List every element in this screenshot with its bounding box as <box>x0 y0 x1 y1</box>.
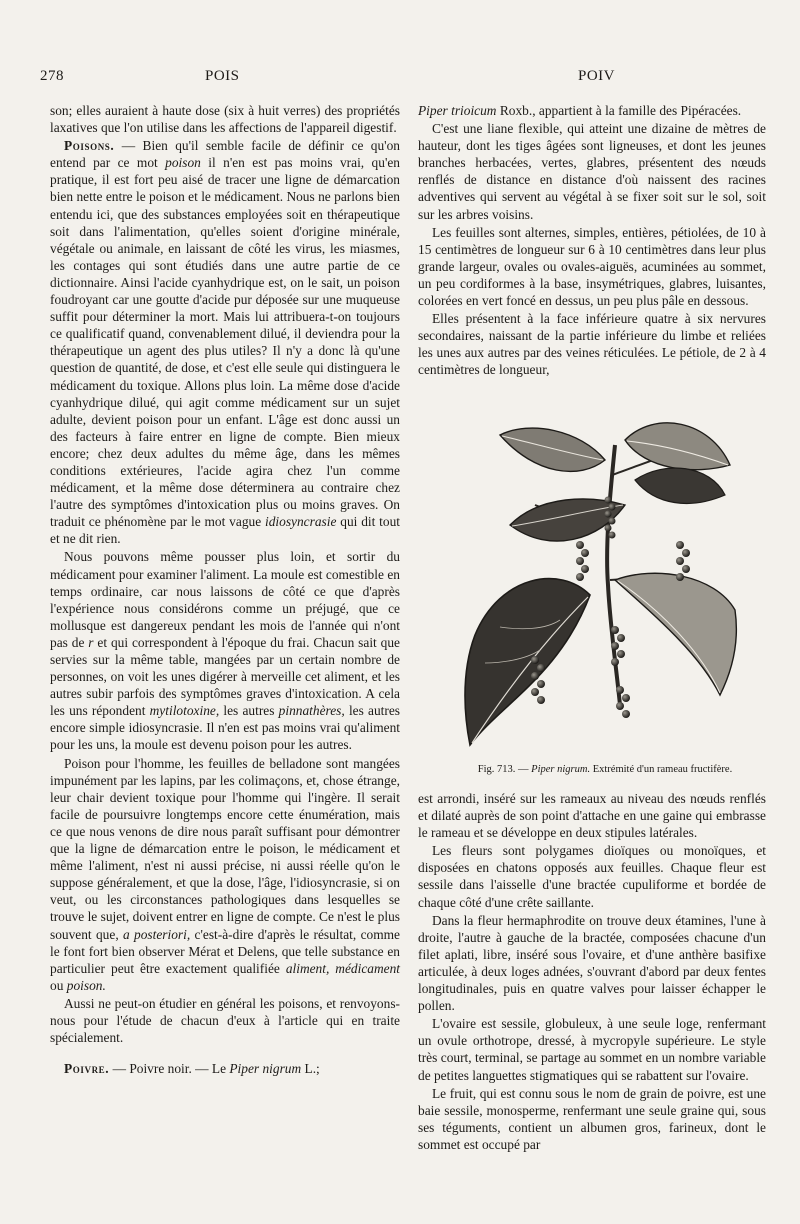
paragraph-ovaire: L'ovaire est sessile, globuleux, à une seule loge, renfermant un ovule orthotrope, dressé, à mycropyle supérieure. Le style très court, terminal, se partage au sommet en un nombre variable de petites languettes stigmatiques qui se rabattent sur l'ovaire. <box>418 1016 766 1083</box>
entry-poisons: Poisons. — Bien qu'il semble facile de définir ce qu'on entend par ce mot poison il n'en est pas moins vrai, qu'en pratique, il est fort peu aisé de tracer une ligne de démarcation bien nette entre le poison et le médicament. Nous ne parlons bien entendu ici, que des substances employées soit en thérapeutique soit dans l'alimentation, qu'elles soient d'origine minérale, végétale ou animale, en laissant de côté les virus, les miasmes, les contages qui sont étudiés dans une autre partie de ce dictionnaire. Ainsi l'acide cyanhydrique est, on le sait, un poison foudroyant car une goutte d'acide pur déposée sur une muqueuse suffit pour déterminer la mort. Mais lui attribuera-t-on toujours ce qualificatif quand, convenablement dilué, il deviendra pour la thérapeutique un agent des plus utiles? Il n'y a donc là qu'une question de quantité, de dose, et c'est elle seule qui distinguera le médicament du toxique. Allons plus loin. La même dose d'acide cyanhydrique dilué, qui agit comme médicament sur un sujet adulte, devient poison pour un enfant. L'âge est donc aussi un des facteurs à faire entrer en ligne de compte. Bien mieux encore; chez deux adultes du même âge, dans les mêmes conditions extérieures, l'acide agira chez l'un comme médicament, et la même dose déterminera au contraire chez l'autre des symptômes d'intoxication plus ou moins graves. On traduit ce phénomène par le mot vague idiosyncrasie qui dit tout et ne dit rien. <box>50 138 400 547</box>
paragraph-moule: Nous pouvons même pousser plus loin, et sortir du médicament pour examiner l'aliment. La moule est comestible en temps ordinaire, car nous laissons de côté ce que d'après l'expérience nous considérons comme un préjugé, que ce mollusque est dangereux pendant les mois de l'année qui n'ont pas de r et qui correspondent à l'époque du frai. Chacun sait que servies sur la même table, mangées par un certain nombre de personnes, on voit les unes digérer à merveille cet aliment, et les autres subir parfois des symptômes graves d'intoxication. A cela les uns répondent mytilotoxine, les autres pinnathères, les autres encore simple idiosyncrasie. Il n'en est pas moins vrai qu'aliment pour les uns, la moule est devenu poison pour les autres. <box>50 549 400 753</box>
paragraph-aussi: Aussi ne peut-on étudier en général les poisons, et renvoyons-nous pour l'étude de chacun d'eux à l'article qui en traite spécialement. <box>50 995 400 1046</box>
paragraph-fleurs: Les fleurs sont polygames dioïques ou monoïques, et disposées en chatons opposés aux feuilles. Chaque fleur est sessile dans l'aisselle d'une bractée cupuliforme et bordée de chaque côté d'une crête saillante. <box>418 843 766 910</box>
right-running-head: POIV <box>578 68 616 84</box>
left-running-head: POIS <box>205 68 240 84</box>
paragraph-continuation: son; elles auraient à haute dose (six à huit verres) des propriétés laxatives que l'on utilise dans les affections de l'appareil digestif. <box>50 103 400 136</box>
page-number: 278 <box>40 68 64 84</box>
entry-poivre: Poivre. — Poivre noir. — Le Piper nigrum L.; <box>64 1061 320 1077</box>
paragraph-feuilles: Les feuilles sont alternes, simples, entières, pétiolées, de 10 à 15 centimètres de longueur sur 6 à 10 centimètres dans leur plus grande largeur, ovales ou ovales-aiguës, acuminées au sommet, un peu cordiformes à la base, insymétriques, glabres, luisantes, colorées en vert foncé en dessus, un peu plus pâle en dessous. <box>418 224 766 309</box>
left-column <box>50 102 400 1078</box>
paragraph-belladone: Poison pour l'homme, les feuilles de belladone sont mangées impunément par les lapins, par les colimaçons, et, chose étrange, leur chair devient toxique pour l'homme qui l'ingère. Il serait facile de poursuivre longtemps encore cette énumération, mais ce que nous venons de dire nous paraît suffisant pour démontrer que la ligne de démarcation entre le poison, le médicament et même l'aliment, n'est ni aussi précise, ni aussi réelle qu'on le suppose généralement, et que la dose, l'âge, l'idiosyncrasie, si on veut, ou les circonstances pathologiques dans lesquelles se trouve le sujet, doivent entrer en ligne de compte. Ce n'est le plus souvent que, a posteriori, c'est-à-dire d'après le résultat, comme le font fort bien observer Mérat et Delens, que telle substance en particulier peut être exactement qualifiée aliment, médicament ou poison. <box>50 755 400 993</box>
paragraph-petiole: est arrondi, inséré sur les rameaux au niveau des nœuds renflés et dilaté auprès de son point d'attache en une gaine qui embrasse le rameau et se développe en deux stipules latérales. <box>418 791 766 841</box>
paragraph-nervures: Elles présentent à la face inférieure quatre à six nervures secondaires, naissant de la partie inférieure du limbe et reliées les unes aux autres par des veines réticulées. Le pétiole, de 2 à 4 centimètres de longueur, <box>418 311 766 378</box>
right-column-top <box>418 102 766 380</box>
entry-term-poisons: Poisons. <box>64 138 115 154</box>
entry-term-poivre: Poivre. <box>64 1061 110 1077</box>
paragraph-etamines: Dans la fleur hermaphrodite on trouve deux étamines, l'une à droite, l'autre à gauche de la bractée, composées chacune d'un filet aplati, libre, inséré sous l'ovaire, et d'une anthère basifixe articulée, à deux loges adnées, s'ouvrant d'abord par deux fentes longitudinales, puis en quatre valves pour laisser échapper le pollen. <box>418 912 766 1014</box>
piper-nigrum-illustration <box>440 405 770 750</box>
paragraph-fruit: Le fruit, qui est connu sous le nom de grain de poivre, est une baie sessile, monosperme, renfermant une seule graine qui, sous ses téguments, contient un albumen gros, farineux, dont le sommet est occupé par <box>418 1085 766 1152</box>
right-column-bottom <box>418 790 766 1154</box>
figure-caption: Fig. 713. — Piper nigrum. Extrémité d'un rameau fructifère. <box>477 764 733 775</box>
paragraph-liane: C'est une liane flexible, qui atteint une dizaine de mètres de hauteur, dont les tiges âgées sont ligneuses, et dont les jeunes branches herbacées, vertes, glabres, présentent des nœuds renflés de distance en distance d'où naissent des racines adventives qui servent au végétal à se fixer soit sur le sol, soit sur les arbres voisins. <box>418 121 766 222</box>
paragraph-piper-trioicum: Piper trioicum Roxb., appartient à la famille des Pipéracées. <box>418 103 742 118</box>
